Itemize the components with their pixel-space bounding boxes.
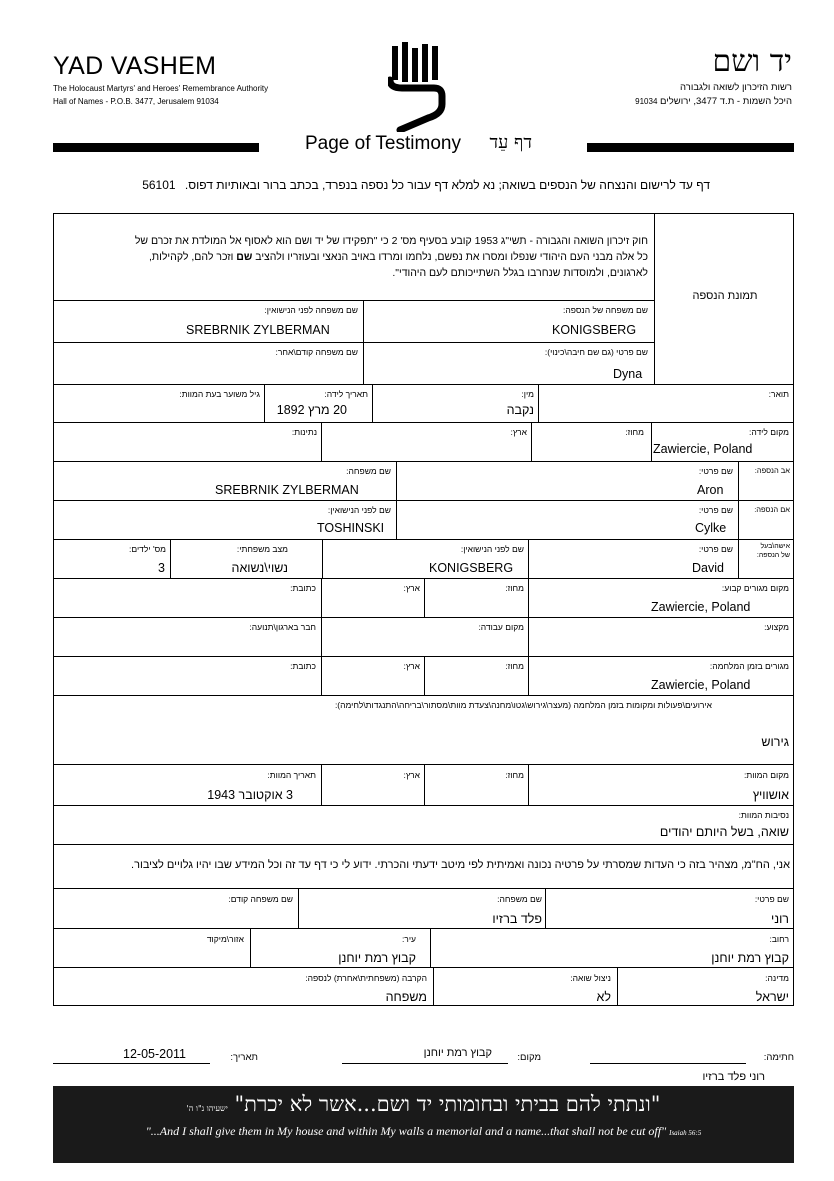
col-divider (738, 461, 739, 578)
submitter-first-name-field[interactable]: רוני (770, 912, 789, 926)
death-date-field[interactable]: 3 אוקטובר 1943 (207, 788, 293, 802)
col-divider (528, 617, 529, 656)
victim-last-name-label: שם משפחה של הנספה: (562, 305, 648, 315)
col-divider (424, 578, 425, 617)
submitter-street-label: רחוב: (769, 934, 789, 944)
col-divider (322, 539, 323, 578)
death-district-label: מחוז: (505, 770, 524, 780)
spouse-row-label: אישה\בעל של הנספה: (756, 543, 790, 559)
victim-first-name-field[interactable]: Dyna (613, 367, 643, 381)
photo-label[interactable]: תמונת הנספה (692, 290, 758, 302)
children-count-label: מס' ילדים: (129, 544, 166, 554)
org-address-he (635, 96, 792, 107)
col-divider (424, 764, 425, 805)
col-divider (531, 422, 532, 461)
col-divider (321, 422, 322, 461)
col-divider (617, 967, 618, 1006)
footer-banner (53, 1086, 794, 1163)
date-field[interactable]: 12-05-2011 (123, 1047, 187, 1061)
death-place-field[interactable]: אושוויץ (752, 788, 789, 802)
divider (53, 967, 794, 968)
victim-last-name-field[interactable]: KONIGSBERG (552, 323, 637, 337)
divider (53, 461, 794, 462)
victim-birth-date-field[interactable]: 20 מרץ 1892 (276, 403, 347, 417)
submitter-last-name-field[interactable]: פלד ברזיו (492, 912, 542, 926)
footer-quote-en-text: "...And I shall give them in My house and within My walls a memorial and a name...that shall not be cut off" (145, 1124, 667, 1138)
col-divider (430, 928, 431, 967)
declaration-text: אני, הח"מ, מצהיר בזה כי העדות שמסרתי על פרטיה נכונה ואמיתית לפי מיטב ידעתי והכרתי. ידוע לי כי דף עד זה וכל המידע שבו יהיו גלויים לציבור. (131, 859, 790, 871)
father-first-name-field[interactable]: Aron (697, 483, 724, 497)
date-label: תאריך: (230, 1052, 258, 1063)
col-divider (528, 764, 529, 805)
victim-birth-date-label: תאריך לידה: (324, 389, 368, 399)
nationality-label: נתינות: (291, 427, 317, 437)
divider (53, 844, 794, 845)
place-field[interactable]: קבוץ רמת יוחנן (423, 1047, 492, 1059)
birth-district-label: מחוז: (625, 427, 644, 437)
submitter-country-field[interactable]: ישראל (755, 990, 789, 1004)
col-divider (321, 617, 322, 656)
death-circumstances-label: נסיבות המוות: (738, 810, 789, 820)
signature-line (590, 1063, 746, 1064)
divider (53, 617, 794, 618)
victim-maiden-name-label: שם משפחה לפני הנישואין: (264, 305, 358, 315)
father-last-name-field[interactable]: SREBRNIK ZYLBERMAN (215, 483, 359, 497)
instructions (80, 178, 710, 192)
col-divider (321, 578, 322, 617)
relation-field[interactable]: משפחה (385, 990, 427, 1004)
submitter-prev-last-name-label: שם משפחה קודם: (228, 894, 293, 904)
children-count-field[interactable]: 3 (158, 561, 165, 575)
victim-age-label: גיל משוער בעת המוות: (179, 389, 260, 399)
col-divider (372, 384, 373, 422)
divider (53, 342, 654, 343)
wartime-district-label: מחוז: (505, 661, 524, 671)
mother-maiden-name-field[interactable]: TOSHINSKI (317, 521, 385, 535)
col-divider (363, 300, 364, 384)
father-last-name-label: שם משפחה: (346, 466, 391, 476)
relation-label: הקרבה (משפחתית\אחרת) לנספה: (305, 973, 427, 983)
col-divider (250, 928, 251, 967)
divider (53, 888, 794, 889)
residence-address-label: כתובת: (290, 583, 316, 593)
events-label: אירועים\פעולות ומקומות בזמן המלחמה (מעצר\גירוש\גטו\מחנה\צעדת מוות\מסתור\בריחה\התנגדות\לחימה): (334, 700, 712, 710)
victim-title-label: תואר: (768, 389, 789, 399)
spouse-first-name-label: שם פרטי: (698, 544, 733, 554)
col-divider (545, 888, 546, 928)
wartime-place-label: מגורים בזמן המלחמה: (709, 661, 789, 671)
divider (53, 805, 794, 806)
residence-district-label: מחוז: (505, 583, 524, 593)
submitter-city-field[interactable]: קבוץ רמת יוחנן (338, 951, 416, 965)
col-divider (424, 656, 425, 695)
submitter-first-name-label: שם פרטי: (754, 894, 789, 904)
birth-place-label: מקום לידה: (748, 427, 789, 437)
mother-maiden-name-label: שם לפני הנישואין: (327, 505, 391, 515)
submitter-country-label: מדינה: (765, 973, 789, 983)
mother-first-name-label: שם פרטי: (698, 505, 733, 515)
victim-maiden-name-field[interactable]: SREBRNIK ZYLBERMAN (186, 323, 330, 337)
place-label: מקום: (517, 1052, 541, 1063)
mother-row-label: אם הנספה: (754, 505, 790, 514)
divider (53, 928, 794, 929)
form-number: 56101 (142, 178, 176, 192)
spouse-maiden-name-label: שם לפני הנישואין: (460, 544, 524, 554)
law-line-3: לארגונים, ולמוסדות שנחרבו בגלל השתייכותם לעם היהודי". (392, 267, 648, 279)
residence-place-field[interactable]: Zawiercie, Poland (651, 600, 751, 614)
residence-country-label: ארץ: (403, 583, 420, 593)
father-row-label: אב הנספה: (754, 466, 790, 475)
org-address-he-text: היכל השמות - ת.ד 3477, ירושלים (660, 96, 792, 107)
footer-quote-en (53, 1124, 794, 1139)
yad-vashem-logo (388, 42, 448, 132)
org-subtitle-he: רשות הזיכרון לשואה ולגבורה (680, 82, 792, 93)
col-divider (651, 422, 652, 461)
mother-first-name-field[interactable]: Cylke (695, 521, 727, 535)
profession-label: מקצוע: (764, 622, 789, 632)
death-place-label: מקום המוות: (744, 770, 789, 780)
law-line-2: כל אלה מבני העם היהודי שנפלו ומסרו את נפשם, נלחמו ומרדו באויב הנאצי ובעוזריו ולהציב שם וזכר להם, לקהילות, (148, 251, 648, 263)
spouse-maiden-name-field[interactable]: KONIGSBERG (429, 561, 514, 575)
col-divider (321, 764, 322, 805)
col-divider (528, 539, 529, 578)
org-name-he: יד ושם (712, 44, 792, 79)
title-bar-right (587, 143, 794, 152)
divider (53, 695, 794, 696)
marital-status-field[interactable]: נשוי\נשואה (231, 561, 288, 575)
divider (53, 422, 794, 423)
org-name-en: YAD VASHEM (53, 52, 217, 80)
org-address-en: Hall of Names - P.O.B. 3477, Jerusalem 91034 (53, 97, 219, 106)
marital-status-label: מצב משפחתי: (236, 544, 288, 554)
instructions-text: דף עד לרישום והנצחה של הנספים בשואה; נא למלא דף עבור כל נספה בנפרד, בכתב ברור ובאותיות דפוס. (184, 178, 710, 192)
date-line (53, 1063, 210, 1064)
divider (53, 384, 794, 385)
org-subtitle-en: The Holocaust Martyrs' and Heroes' Remembrance Authority (53, 84, 269, 93)
birth-place-field[interactable]: Zawiercie, Poland (653, 442, 753, 456)
col-divider (170, 539, 171, 578)
organization-label: חבר בארגון\תנועה: (249, 622, 316, 632)
col-divider (528, 578, 529, 617)
wartime-country-label: ארץ: (403, 661, 420, 671)
residence-place-label: מקום מגורים קבוע: (721, 583, 789, 593)
survivor-field[interactable]: לא (596, 990, 611, 1004)
col-divider (528, 656, 529, 695)
victim-gender-field[interactable]: נקבה (506, 403, 534, 417)
signature-label: חתימה: (763, 1052, 794, 1063)
place-line (342, 1063, 508, 1064)
footer-quote-he-text: "ונתתי להם בביתי ובחומותי יד ושם...אשר לא יכרת" (234, 1092, 661, 1116)
law-line-1: חוק זיכרון השואה והגבורה - תשי"ג 1953 קובע בסעיף מס' 2 כי "תפקידו של יד ושם הוא לאסוף אל המולדת את זכרם של (134, 235, 648, 247)
col-divider (538, 384, 539, 422)
col-divider (298, 888, 299, 928)
col-divider (396, 461, 397, 539)
signer-name[interactable]: רוני פלד ברזיו (702, 1071, 765, 1083)
victim-first-name-label: שם פרטי (גם שם חיבה\כינוי): (544, 347, 648, 357)
page-title-en: Page of Testimony (305, 133, 461, 154)
col-divider (264, 384, 265, 422)
birth-country-label: ארץ: (510, 427, 527, 437)
wartime-place-field[interactable]: Zawiercie, Poland (651, 678, 751, 692)
death-date-label: תאריך המוות: (267, 770, 316, 780)
footer-quote-he-ref: ישעיהו נ"ו ה' (186, 1104, 228, 1113)
submitter-zip-label: אזור\מיקוד (206, 934, 244, 944)
divider (53, 539, 794, 540)
events-field[interactable]: גירוש (761, 735, 789, 749)
survivor-label: ניצול שואה: (570, 973, 611, 983)
death-circumstances-field[interactable]: שואה, בשל היותם יהודים (659, 825, 789, 839)
divider (53, 300, 654, 301)
victim-prev-last-name-label: שם משפחה קודם\אחר: (275, 347, 358, 357)
divider (53, 500, 794, 501)
submitter-street-field[interactable]: קבוץ רמת יוחנן (711, 951, 789, 965)
wartime-address-label: כתובת: (290, 661, 316, 671)
workplace-label: מקום עבודה: (478, 622, 524, 632)
photo-divider (654, 213, 655, 384)
submitter-city-label: עיר: (401, 934, 416, 944)
footer-quote-he (53, 1092, 794, 1117)
spouse-first-name-field[interactable]: David (692, 561, 724, 575)
submitter-last-name-label: שם משפחה: (497, 894, 542, 904)
death-country-label: ארץ: (403, 770, 420, 780)
father-first-name-label: שם פרטי: (698, 466, 733, 476)
page-title-he: דף עֵד (489, 132, 532, 153)
title-bar-left (53, 143, 259, 152)
col-divider (433, 967, 434, 1006)
org-zip-he: 91034 (635, 97, 658, 106)
footer-quote-en-ref: Isaiah 56:5 (669, 1129, 702, 1137)
victim-gender-label: מין: (521, 389, 534, 399)
law-text (60, 233, 648, 281)
col-divider (321, 656, 322, 695)
